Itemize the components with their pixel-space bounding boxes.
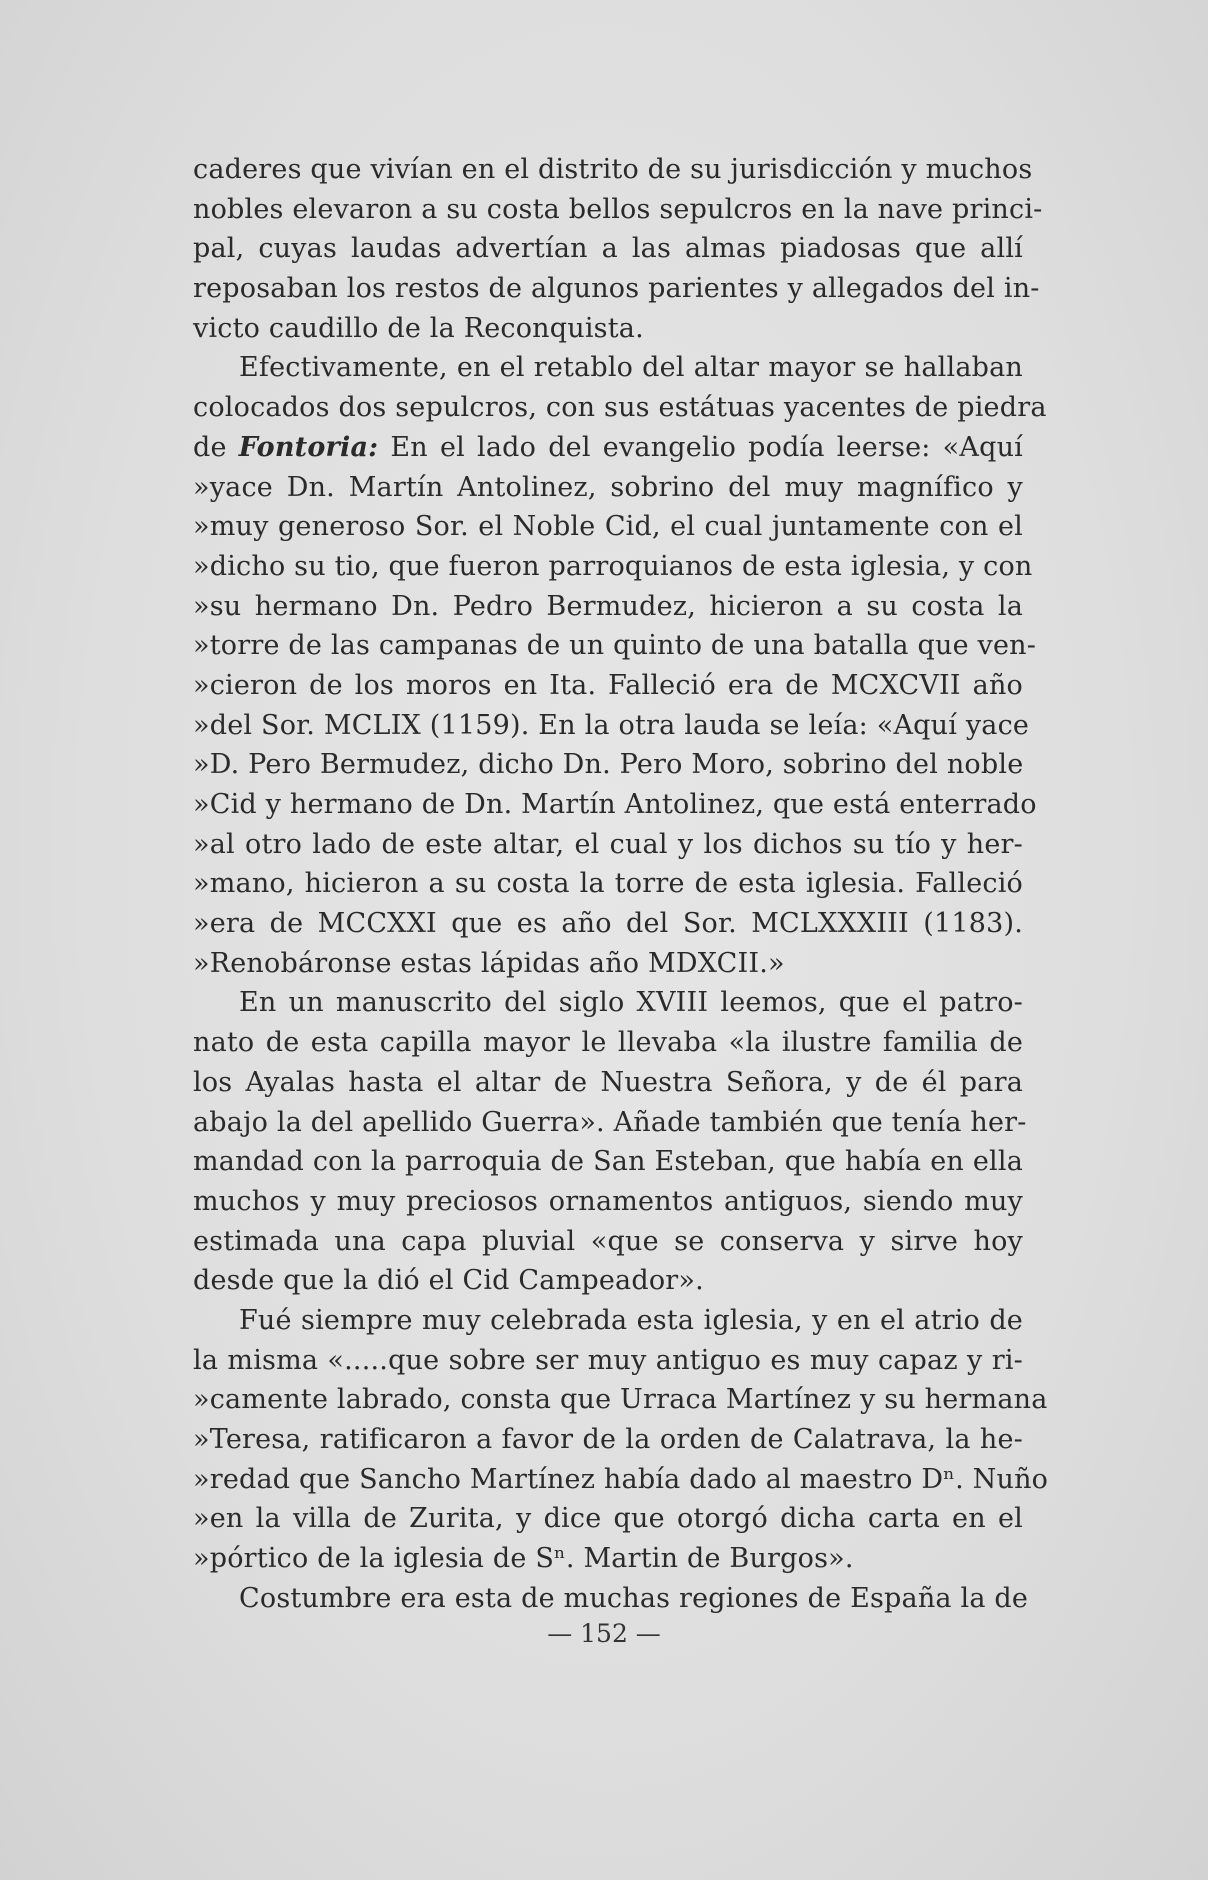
text-line: »D. Pero Bermudez, dicho Dn. Pero Moro, sobrino del noble: [193, 749, 1024, 781]
text-line: »dicho su tio, que fueron parroquianos de esta iglesia, y con: [193, 550, 1033, 582]
text-line: la misma «.....que sobre ser muy antiguo es muy capaz y ri-: [193, 1344, 1023, 1376]
text-line: »torre de las campanas de un quinto de una batalla que ven-: [193, 630, 1037, 662]
text-segment: de: [193, 431, 239, 463]
text-line: »su hermano Dn. Pedro Bermudez, hicieron a su costa la: [193, 590, 1023, 622]
text-line: »muy generoso Sor. el Noble Cid, el cual juntamente con el: [193, 511, 1023, 543]
text-line: colocados dos sepulcros, con sus estátuas yacentes de piedra: [193, 392, 1047, 424]
text-line: Efectivamente, en el retablo del altar mayor se hallaban: [239, 352, 1023, 384]
text-line: abajo la del apellido Guerra». Añade también que tenía her-: [193, 1106, 1027, 1138]
text-line: Fué siempre muy celebrada esta iglesia, y en el atrio de: [239, 1304, 1023, 1336]
text-line: caderes que vivían en el distrito de su jurisdicción y muchos: [193, 154, 1033, 185]
text-line-with-emphasis: [193, 428, 1023, 468]
emphasis-fontoria: Fontoria:: [238, 431, 379, 463]
text-line: »Renobáronse estas lápidas año MDXCII.»: [193, 947, 785, 979]
text-line: reposaban los restos de algunos parientes y allegados del in-: [193, 273, 1040, 305]
text-line: »mano, hicieron a su costa la torre de esta iglesia. Falleció: [193, 868, 1023, 900]
text-line: »camente labrado, consta que Urraca Martínez y su hermana: [193, 1384, 1048, 1416]
text-line: »del Sor. MCLIX (1159). En la otra lauda se leía: «Aquí yace: [193, 709, 1030, 741]
text-line: »cieron de los moros en Ita. Falleció era de MCXCVII año: [193, 669, 1023, 701]
text-line: »redad que Sancho Martínez había dado al maestro Dⁿ. Nuño: [193, 1463, 1049, 1495]
text-line: desde que la dió el Cid Campeador».: [193, 1265, 704, 1297]
text-line: estimada una capa pluvial «que se conserva y sirve hoy: [193, 1225, 1023, 1257]
text-line: victo caudillo de la Reconquista.: [193, 312, 644, 344]
text-line: Costumbre era esta de muchas regiones de España la de: [239, 1582, 1029, 1614]
text-line: »al otro lado de este altar, el cual y los dichos su tío y her-: [193, 828, 1023, 860]
text-line: »en la villa de Zurita, y dice que otorgó dicha carta en el: [193, 1503, 1023, 1535]
text-line: nato de esta capilla mayor le llevaba «la ilustre familia de: [193, 1027, 1023, 1059]
text-line: »era de MCCXXI que es año del Sor. MCLXXXIII (1183).: [193, 908, 1023, 940]
text-line: »Teresa, ratificaron a favor de la orden de Calatrava, la he-: [193, 1424, 1023, 1455]
text-line: mandad con la parroquia de San Esteban, que había en ella: [193, 1146, 1023, 1178]
text-line: pal, cuyas laudas advertían a las almas piadosas que allí: [193, 233, 1023, 265]
page-number: — 152 —: [547, 1619, 661, 1648]
text-line: »yace Dn. Martín Antolinez, sobrino del muy magnífico y: [193, 471, 1023, 503]
body-text: [193, 150, 1049, 1618]
text-segment: En el lado del evangelio podía leerse: «Aquí: [378, 431, 1024, 463]
text-line: »pórtico de la iglesia de Sⁿ. Martin de Burgos».: [193, 1543, 854, 1575]
text-line: En un manuscrito del siglo XVIII leemos, que el patro-: [239, 987, 1023, 1019]
text-line: nobles elevaron a su costa bellos sepulcros en la nave princi-: [193, 193, 1043, 225]
text-line: muchos y muy preciosos ornamentos antiguos, siendo muy: [193, 1185, 1023, 1217]
text-line: »Cid y hermano de Dn. Martín Antolinez, que está enterrado: [193, 789, 1037, 820]
text-line: los Ayalas hasta el altar de Nuestra Señora, y de él para: [193, 1066, 1023, 1098]
